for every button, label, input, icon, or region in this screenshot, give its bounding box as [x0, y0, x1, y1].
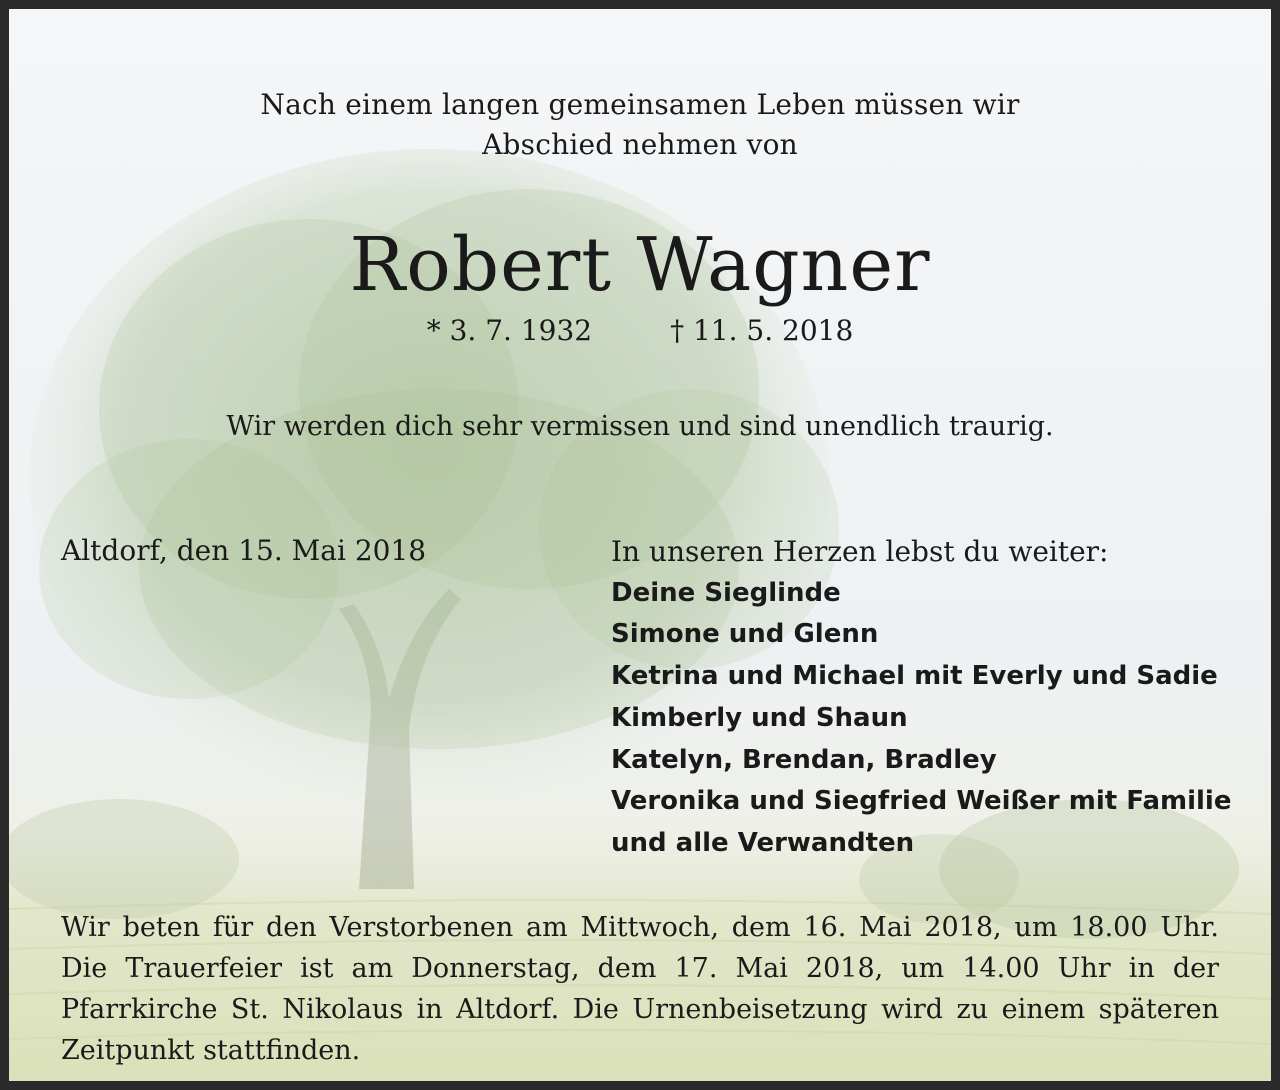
intro-text: [9, 85, 1271, 165]
intro-line-2: Abschied nehmen von: [482, 128, 798, 161]
birth-date: * 3. 7. 1932: [426, 314, 593, 347]
mourner-entry: und alle Verwandten: [611, 827, 915, 858]
mourner-entry: Veronika und Siegfried Weißer mit Familie: [611, 786, 1232, 817]
mourner-entry: Katelyn, Brendan, Bradley: [611, 744, 997, 775]
death-date: † 11. 5. 2018: [670, 314, 854, 347]
place-and-date: Altdorf, den 15. Mai 2018: [61, 534, 427, 567]
mourner-entry: Ketrina und Michael mit Everly und Sadie: [611, 661, 1218, 692]
mourners-lead: In unseren Herzen lebst du weiter:: [611, 535, 1109, 568]
mourner-entry: Simone und Glenn: [611, 619, 879, 650]
mourner-entry: Deine Sieglinde: [611, 577, 841, 608]
intro-line-1: Nach einem langen gemeinsamen Leben müssen wir: [260, 88, 1020, 121]
service-announcement: Wir beten für den Verstorbenen am Mittwoch, dem 16. Mai 2018, um 18.00 Uhr. Die Trauerfeier ist am Donnerstag, dem 17. Mai 2018, um 14.00 Uhr in der Pfarrkirche St. Nikolaus in Altdorf. Die Urnenbeisetzung wird zu einem späteren Zeitpunkt stattfinden.: [61, 912, 1219, 1066]
memorial-quote: Wir werden dich sehr vermissen und sind unendlich traurig.: [226, 411, 1054, 442]
mourners-list: [611, 531, 1231, 865]
mourner-entry: Kimberly und Shaun: [611, 702, 908, 733]
deceased-name: Robert Wagner: [349, 222, 931, 308]
life-dates: [9, 311, 1271, 351]
